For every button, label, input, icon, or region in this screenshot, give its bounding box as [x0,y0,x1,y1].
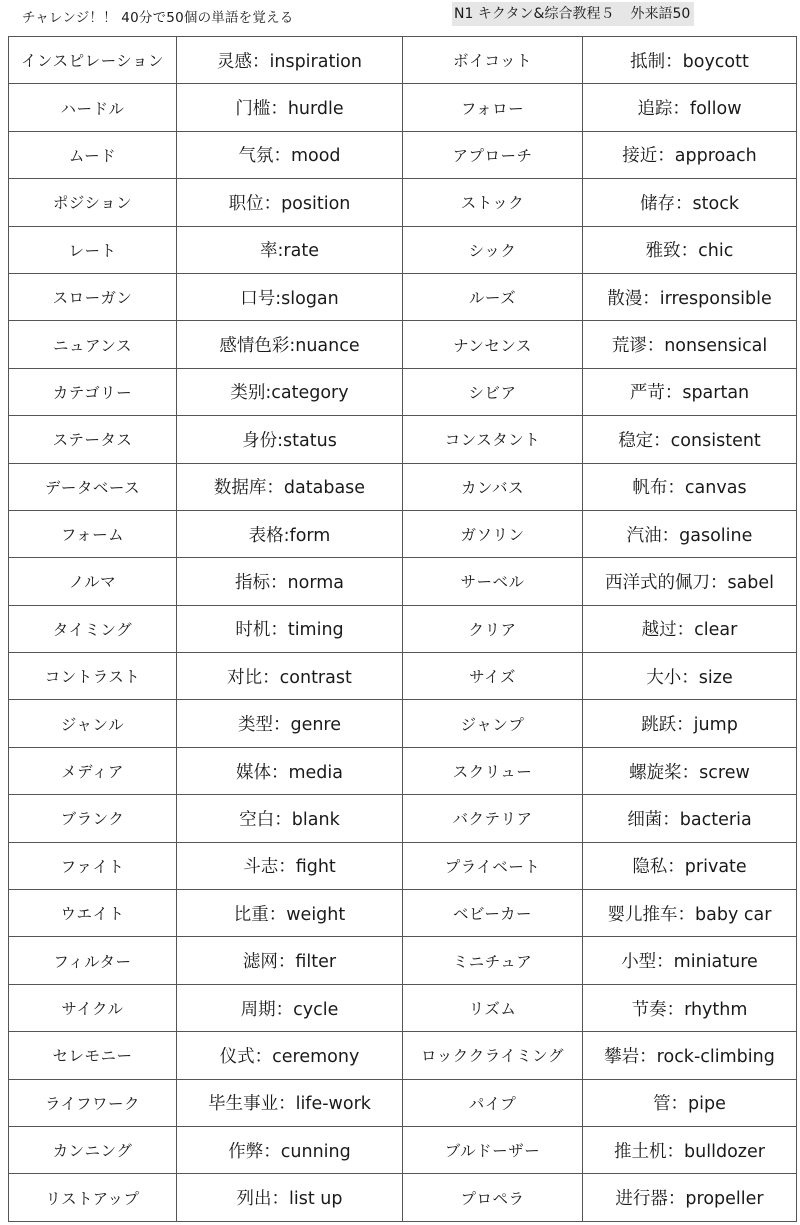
table-row [9,179,797,226]
table-row [9,37,797,84]
table-row [9,842,797,889]
japanese-word: ナンセンス [403,321,583,368]
book-title: N1 キクタン&综合教程５ [454,6,615,22]
chinese-meaning: 稳定：consistent [583,416,797,463]
table-row [9,747,797,794]
chinese-meaning: 身份:status [177,416,403,463]
chinese-meaning: 作弊：cunning [177,1126,403,1173]
chinese-meaning: 表格:form [177,510,403,557]
japanese-word: クリア [403,605,583,652]
table-row [9,605,797,652]
japanese-word: スローガン [9,273,177,320]
japanese-word: ジャンプ [403,700,583,747]
table-row [9,131,797,178]
chinese-meaning: 时机：timing [177,605,403,652]
japanese-word: ブルドーザー [403,1126,583,1173]
chinese-meaning: 毕生事业：life-work [177,1079,403,1126]
japanese-word: セレモニー [9,1032,177,1079]
chinese-meaning: 率:rate [177,226,403,273]
japanese-word: ファイト [9,842,177,889]
chinese-meaning: 比重：weight [177,890,403,937]
chinese-meaning: 帆布：canvas [583,463,797,510]
chinese-meaning: 螺旋桨：screw [583,747,797,794]
japanese-word: ベビーカー [403,890,583,937]
japanese-word: パイプ [403,1079,583,1126]
chinese-meaning: 大小：size [583,653,797,700]
vocabulary-table-body [9,37,797,1222]
japanese-word: ジャンル [9,700,177,747]
chinese-meaning: 越过：clear [583,605,797,652]
japanese-word: ウエイト [9,890,177,937]
japanese-word: プロペラ [403,1174,583,1221]
japanese-word: タイミング [9,605,177,652]
chinese-meaning: 数据库：database [177,463,403,510]
chinese-meaning: 灵感：inspiration [177,37,403,84]
chinese-meaning: 储存：stock [583,179,797,226]
chinese-meaning: 滤网：filter [177,937,403,984]
chinese-meaning: 隐私：private [583,842,797,889]
japanese-word: ハードル [9,84,177,131]
table-row [9,984,797,1031]
japanese-word: サイズ [403,653,583,700]
chinese-meaning: 职位：position [177,179,403,226]
challenge-title: チャレンジ！！ 40分で50個の単語を覚える [22,10,294,26]
japanese-word: ブランク [9,795,177,842]
japanese-word: ロッククライミング [403,1032,583,1079]
table-row [9,1174,797,1221]
japanese-word: シビア [403,368,583,415]
japanese-word: サイクル [9,984,177,1031]
japanese-word: ミニチュア [403,937,583,984]
japanese-word: レート [9,226,177,273]
chinese-meaning: 小型：miniature [583,937,797,984]
chinese-meaning: 严苛：spartan [583,368,797,415]
chinese-meaning: 进行器：propeller [583,1174,797,1221]
chinese-meaning: 类型：genre [177,700,403,747]
japanese-word: コンスタント [403,416,583,463]
chinese-meaning: 雅致：chic [583,226,797,273]
table-row [9,890,797,937]
table-row [9,416,797,463]
chinese-meaning: 攀岩：rock-climbing [583,1032,797,1079]
chinese-meaning: 仪式：ceremony [177,1032,403,1079]
japanese-word: プライベート [403,842,583,889]
page-header [0,0,800,32]
chinese-meaning: 推土机：bulldozer [583,1126,797,1173]
japanese-word: カテゴリー [9,368,177,415]
chinese-meaning: 媒体：media [177,747,403,794]
japanese-word: スクリュー [403,747,583,794]
japanese-word: カンバス [403,463,583,510]
chinese-meaning: 列出：list up [177,1174,403,1221]
table-row [9,368,797,415]
japanese-word: リズム [403,984,583,1031]
japanese-word: バクテリア [403,795,583,842]
table-row [9,321,797,368]
japanese-word: カンニング [9,1126,177,1173]
table-row [9,653,797,700]
table-row [9,795,797,842]
chinese-meaning: 荒谬：nonsensical [583,321,797,368]
japanese-word: メディア [9,747,177,794]
chinese-meaning: 跳跃：jump [583,700,797,747]
table-row [9,1126,797,1173]
japanese-word: コントラスト [9,653,177,700]
book-title-badge [452,2,694,26]
japanese-word: リストアップ [9,1174,177,1221]
japanese-word: フォーム [9,510,177,557]
japanese-word: データベース [9,463,177,510]
chinese-meaning: 管：pipe [583,1079,797,1126]
chinese-meaning: 气氛：mood [177,131,403,178]
chinese-meaning: 婴儿推车：baby car [583,890,797,937]
chinese-meaning: 西洋式的佩刀：sabel [583,558,797,605]
chinese-meaning: 散漫：irresponsible [583,273,797,320]
japanese-word: ボイコット [403,37,583,84]
table-row [9,226,797,273]
japanese-word: フィルター [9,937,177,984]
chinese-meaning: 追踪：follow [583,84,797,131]
japanese-word: ルーズ [403,273,583,320]
section-title: 外来語50 [630,6,691,22]
chinese-meaning: 斗志：fight [177,842,403,889]
table-row [9,510,797,557]
chinese-meaning: 感情色彩:nuance [177,321,403,368]
chinese-meaning: 指标：norma [177,558,403,605]
table-row [9,273,797,320]
vocabulary-table [8,36,797,1222]
table-row [9,1032,797,1079]
chinese-meaning: 口号:slogan [177,273,403,320]
chinese-meaning: 门槛：hurdle [177,84,403,131]
chinese-meaning: 空白：blank [177,795,403,842]
table-row [9,84,797,131]
japanese-word: ニュアンス [9,321,177,368]
table-row [9,463,797,510]
japanese-word: ポジション [9,179,177,226]
japanese-word: ステータス [9,416,177,463]
japanese-word: インスピレーション [9,37,177,84]
chinese-meaning: 类别:category [177,368,403,415]
table-row [9,1079,797,1126]
chinese-meaning: 汽油：gasoline [583,510,797,557]
chinese-meaning: 节奏：rhythm [583,984,797,1031]
table-row [9,937,797,984]
chinese-meaning: 细菌：bacteria [583,795,797,842]
chinese-meaning: 抵制：boycott [583,37,797,84]
japanese-word: ガソリン [403,510,583,557]
chinese-meaning: 接近：approach [583,131,797,178]
japanese-word: ストック [403,179,583,226]
japanese-word: ムード [9,131,177,178]
table-row [9,558,797,605]
japanese-word: サーベル [403,558,583,605]
chinese-meaning: 周期：cycle [177,984,403,1031]
table-row [9,700,797,747]
japanese-word: フォロー [403,84,583,131]
japanese-word: アプローチ [403,131,583,178]
japanese-word: シック [403,226,583,273]
japanese-word: ノルマ [9,558,177,605]
japanese-word: ライフワーク [9,1079,177,1126]
chinese-meaning: 对比：contrast [177,653,403,700]
